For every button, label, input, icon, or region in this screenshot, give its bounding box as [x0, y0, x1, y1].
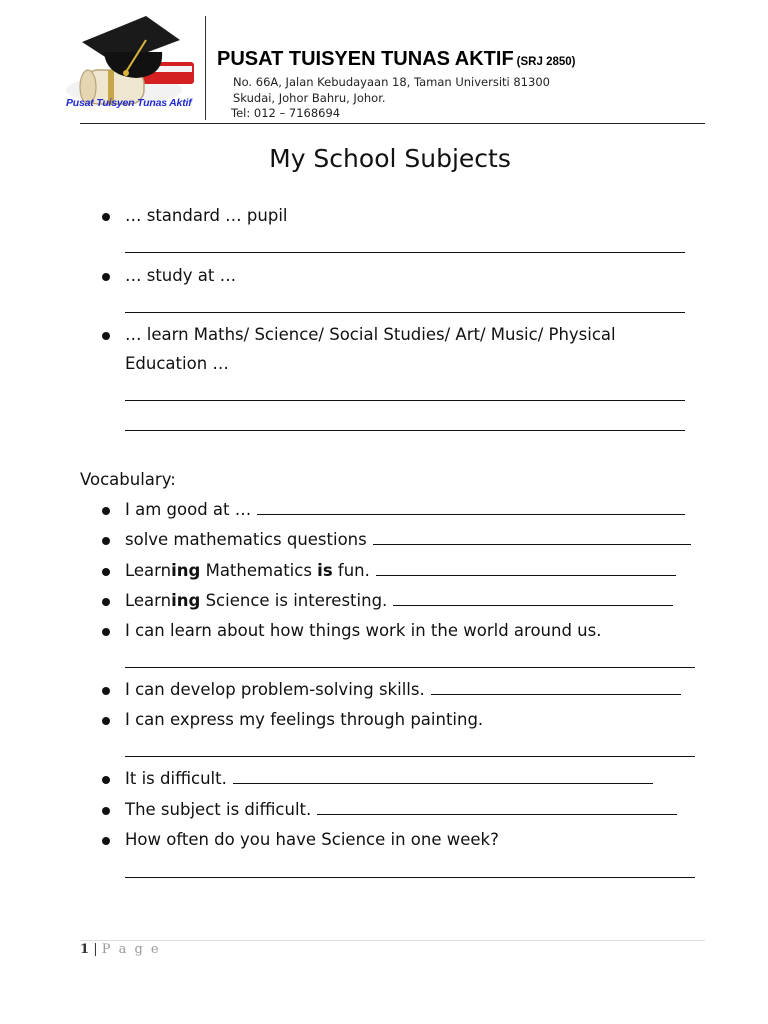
vocab-bold-text: ing: [171, 591, 201, 610]
answer-line[interactable]: [373, 530, 691, 545]
vocab-item: [125, 530, 691, 549]
vocab-text: fun.: [332, 561, 370, 580]
vocab-item: [125, 680, 681, 699]
vocab-item: [125, 769, 653, 788]
vocab-text: Learn: [125, 591, 172, 610]
vocab-text: I am good at …: [125, 500, 252, 519]
vocab-text: I can develop problem-solving skills.: [125, 680, 425, 699]
vocab-item: [125, 561, 676, 580]
answer-line[interactable]: [233, 769, 653, 784]
logo-text: Pusat Tuisyen Tunas Aktif: [66, 97, 192, 109]
answer-line[interactable]: [125, 400, 685, 401]
answer-line[interactable]: [125, 667, 695, 668]
footer-rule: [80, 940, 705, 941]
prompt-1: … standard … pupil: [125, 206, 288, 225]
phone-number: Tel: 012 – 7168694: [231, 106, 341, 120]
letterhead: [0, 0, 768, 126]
bullet-icon: [102, 837, 110, 845]
vocab-text: The subject is difficult.: [125, 800, 312, 819]
registration-number: (SRJ 2850): [516, 56, 576, 68]
vocab-bold-text: ing: [171, 561, 201, 580]
vocab-bold-text: is: [317, 561, 333, 580]
bullet-icon: [102, 687, 110, 695]
answer-line[interactable]: [125, 430, 685, 431]
answer-line[interactable]: [125, 877, 695, 878]
prompt-2: … study at …: [125, 266, 237, 285]
bullet-icon: [102, 213, 110, 221]
answer-line[interactable]: [431, 680, 681, 695]
vocabulary-heading: Vocabulary:: [80, 470, 176, 489]
vocab-item: I can learn about how things work in the world around us.: [125, 621, 602, 640]
header-divider: [205, 16, 206, 120]
vocab-text: Mathematics: [200, 561, 318, 580]
bullet-icon: [102, 568, 110, 576]
page-footer: [80, 942, 161, 957]
center-name-text: PUSAT TUISYEN TUNAS AKTIF: [217, 48, 514, 70]
vocab-text: It is difficult.: [125, 769, 227, 788]
address-line-2: Skudai, Johor Bahru, Johor.: [233, 91, 386, 105]
center-name: [217, 48, 575, 71]
bullet-icon: [102, 537, 110, 545]
header-rule: [80, 123, 705, 124]
bullet-icon: [102, 776, 110, 784]
prompt-3-line-2: Education …: [125, 354, 229, 373]
answer-line[interactable]: [393, 591, 673, 606]
vocab-item: [125, 500, 685, 519]
vocab-text: Science is interesting.: [200, 591, 388, 610]
answer-line[interactable]: [376, 561, 676, 576]
page-title: My School Subjects: [269, 144, 511, 173]
bullet-icon: [102, 598, 110, 606]
answer-line[interactable]: [125, 252, 685, 253]
bullet-icon: [102, 628, 110, 636]
vocab-item: I can express my feelings through painting.: [125, 710, 484, 729]
bullet-icon: [102, 507, 110, 515]
answer-line[interactable]: [317, 800, 677, 815]
vocab-text: solve mathematics questions: [125, 530, 367, 549]
bullet-icon: [102, 273, 110, 281]
prompt-3-line-1: … learn Maths/ Science/ Social Studies/ Art/ Music/ Physical: [125, 325, 616, 344]
answer-line[interactable]: [125, 312, 685, 313]
vocab-item: How often do you have Science in one week?: [125, 830, 499, 849]
vocab-item: [125, 591, 673, 610]
bullet-icon: [102, 332, 110, 340]
footer-separator: |: [93, 942, 98, 957]
address-line-1: No. 66A, Jalan Kebudayaan 18, Taman Universiti 81300: [233, 75, 550, 89]
bullet-icon: [102, 807, 110, 815]
page-label: P a g e: [101, 942, 161, 957]
vocab-item: [125, 800, 677, 819]
answer-line[interactable]: [125, 756, 695, 757]
page-number: 1: [80, 942, 90, 957]
bullet-icon: [102, 717, 110, 725]
vocab-text: Learn: [125, 561, 172, 580]
answer-line[interactable]: [257, 500, 685, 515]
